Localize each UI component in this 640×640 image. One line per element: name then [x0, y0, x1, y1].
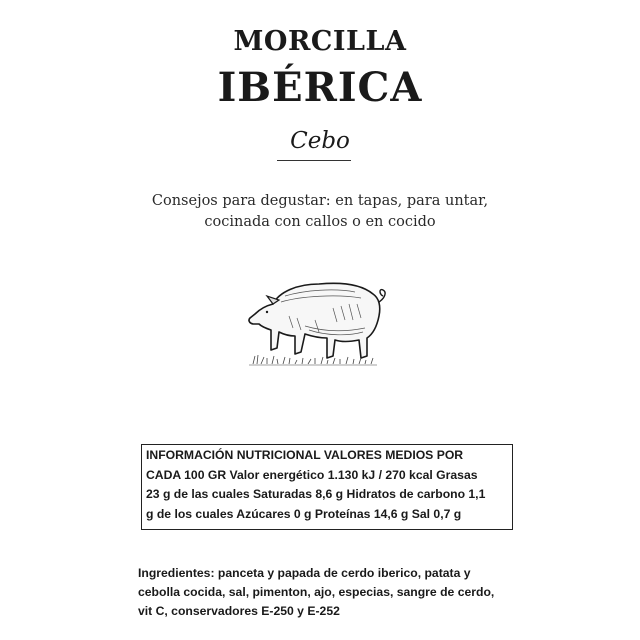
tasting-tips: [0, 191, 640, 233]
subtitle-underline: [277, 160, 351, 161]
product-subtitle: Cebo: [290, 128, 350, 154]
tasting-tips-line2: cocinada con callos o en cocido: [204, 214, 436, 230]
nutrition-info-line3: 23 g de las cuales Saturadas 8,6 g Hidratos de carbono 1,1: [146, 487, 486, 501]
nutrition-info-line4: g de los cuales Azúcares 0 g Proteínas 14,6 g Sal 0,7 g: [146, 506, 462, 521]
ingredients-line2: cebolla cocida, sal, pimenton, ajo, especias, sangre de cerdo,: [138, 585, 495, 599]
nutrition-info-box: [141, 444, 513, 530]
pig-icon: [245, 276, 390, 368]
product-title-line2: IBÉRICA: [217, 64, 423, 111]
ingredients-line1: Ingredientes: panceta y papada de cerdo iberico, patata y: [138, 566, 471, 580]
ingredients-line3: vit C, conservadores E-250 y E-252: [138, 604, 340, 618]
nutrition-info-line1: INFORMACIÓN NUTRICIONAL VALORES MEDIOS POR: [146, 448, 464, 462]
tasting-tips-line1: Consejos para degustar: en tapas, para untar,: [151, 193, 489, 209]
nutrition-info-line2: CADA 100 GR Valor energético 1.130 kJ / 270 kcal Grasas: [146, 467, 478, 482]
ingredients-text: [138, 564, 518, 621]
product-title-line1: MORCILLA: [233, 26, 407, 57]
